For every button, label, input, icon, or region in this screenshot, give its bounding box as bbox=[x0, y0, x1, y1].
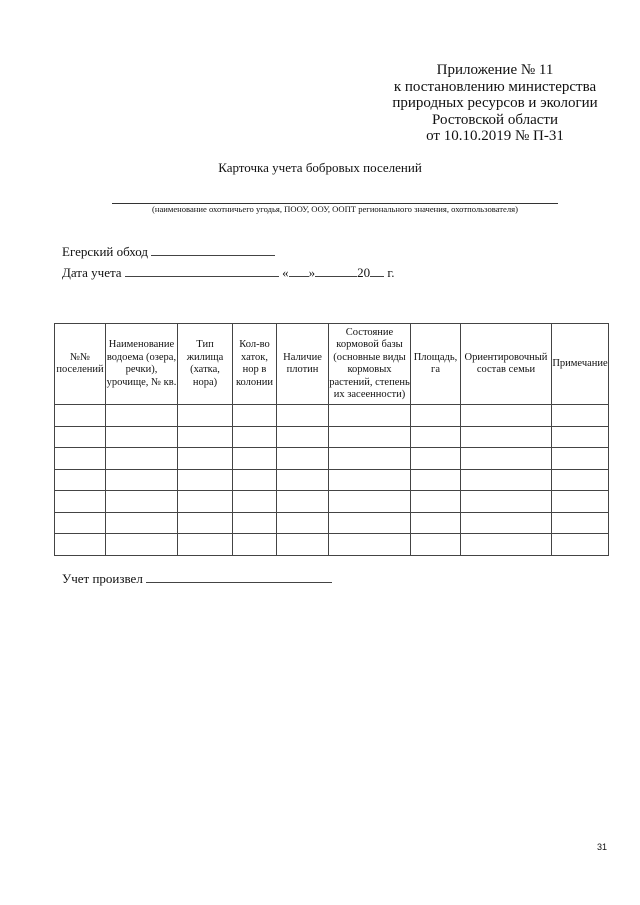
table-cell bbox=[411, 491, 461, 513]
table-header-row bbox=[55, 324, 609, 405]
date-close-quote: » bbox=[308, 265, 316, 280]
recorded-by-blank bbox=[146, 571, 332, 583]
recorded-by-field bbox=[62, 571, 332, 587]
table-cell bbox=[552, 512, 609, 534]
table-cell bbox=[461, 405, 552, 427]
table-row bbox=[55, 491, 609, 513]
table-cell bbox=[55, 512, 106, 534]
table-cell bbox=[329, 426, 411, 448]
header-water-body: Наименование водоема (озера, речки), урочище, № кв. bbox=[106, 324, 178, 405]
table-cell bbox=[277, 534, 329, 556]
table-cell bbox=[106, 512, 178, 534]
date-blank bbox=[125, 265, 279, 277]
table-cell bbox=[106, 448, 178, 470]
table-cell bbox=[233, 405, 277, 427]
table-cell bbox=[411, 448, 461, 470]
table-cell bbox=[233, 491, 277, 513]
table-cell bbox=[552, 469, 609, 491]
table-cell bbox=[233, 512, 277, 534]
table-cell bbox=[411, 534, 461, 556]
patrol-field bbox=[62, 244, 275, 260]
table-cell bbox=[106, 534, 178, 556]
table-cell bbox=[233, 469, 277, 491]
table-row bbox=[55, 405, 609, 427]
table-cell bbox=[329, 448, 411, 470]
table-cell bbox=[178, 534, 233, 556]
patrol-blank bbox=[151, 244, 275, 256]
holder-caption: (наименование охотничьего угодья, ПООУ, ООУ, ООПТ регионального значения, охотпользователя) bbox=[152, 204, 518, 214]
header-area: Площадь, га bbox=[411, 324, 461, 405]
table-cell bbox=[329, 534, 411, 556]
appendix-number: Приложение № 11 bbox=[436, 62, 554, 78]
table-cell bbox=[552, 405, 609, 427]
date-year: 20 bbox=[357, 265, 371, 280]
table-cell bbox=[552, 426, 609, 448]
table-cell bbox=[55, 534, 106, 556]
table-cell bbox=[178, 426, 233, 448]
table-cell bbox=[411, 426, 461, 448]
table-cell bbox=[411, 512, 461, 534]
table-cell bbox=[461, 448, 552, 470]
table-cell bbox=[55, 469, 106, 491]
appendix-header bbox=[340, 62, 640, 145]
table-cell bbox=[233, 426, 277, 448]
table-cell bbox=[233, 534, 277, 556]
date-suffix: г. bbox=[387, 265, 395, 280]
table-cell bbox=[329, 405, 411, 427]
table-cell bbox=[277, 491, 329, 513]
page-number: 31 bbox=[597, 842, 608, 852]
recorded-by-label: Учет произвел bbox=[62, 571, 143, 586]
table-cell bbox=[55, 426, 106, 448]
table-cell bbox=[106, 405, 178, 427]
year-blank bbox=[370, 265, 384, 277]
table-row bbox=[55, 426, 609, 448]
date-field bbox=[62, 265, 394, 281]
table-row bbox=[55, 469, 609, 491]
appendix-line-3: природных ресурсов и экологии bbox=[392, 95, 598, 111]
table-body bbox=[55, 405, 609, 556]
table-cell bbox=[277, 405, 329, 427]
table-cell bbox=[178, 512, 233, 534]
month-blank bbox=[315, 265, 357, 277]
table-cell bbox=[55, 491, 106, 513]
table-cell bbox=[411, 405, 461, 427]
table-cell bbox=[233, 448, 277, 470]
table-cell bbox=[552, 491, 609, 513]
table-cell bbox=[329, 512, 411, 534]
header-dwelling-type: Тип жилища (хатка, нора) bbox=[178, 324, 233, 405]
appendix-line-2: к постановлению министерства bbox=[393, 78, 597, 95]
card-title: Карточка учета бобровых поселений bbox=[218, 160, 422, 175]
table-cell bbox=[277, 426, 329, 448]
table-cell bbox=[461, 491, 552, 513]
table-cell bbox=[461, 512, 552, 534]
header-notes: Примечание bbox=[552, 324, 609, 405]
day-blank bbox=[289, 265, 309, 277]
table-cell bbox=[55, 448, 106, 470]
table-cell bbox=[461, 469, 552, 491]
table-row bbox=[55, 534, 609, 556]
table-cell bbox=[411, 469, 461, 491]
table-cell bbox=[552, 448, 609, 470]
table-cell bbox=[461, 426, 552, 448]
date-open-quote: « bbox=[282, 265, 289, 280]
header-family-composition: Ориентировочный состав семьи bbox=[461, 324, 552, 405]
appendix-date: от 10.10.2019 № П-31 bbox=[426, 128, 564, 144]
header-dams: Наличие плотин bbox=[277, 324, 329, 405]
table-cell bbox=[277, 512, 329, 534]
table-cell bbox=[106, 426, 178, 448]
table-cell bbox=[552, 534, 609, 556]
table-cell bbox=[106, 491, 178, 513]
table-cell bbox=[178, 491, 233, 513]
date-label: Дата учета bbox=[62, 265, 122, 280]
patrol-label: Егерский обход bbox=[62, 244, 148, 259]
table-cell bbox=[461, 534, 552, 556]
appendix-line-4: Ростовской области bbox=[432, 111, 558, 128]
table-cell bbox=[277, 469, 329, 491]
beaver-settlements-table bbox=[54, 323, 609, 556]
header-settlement-number: №№ поселений bbox=[55, 324, 106, 405]
header-food-base: Состояние кормовой базы (основные виды кормовых растений, степень их засеенности) bbox=[329, 324, 411, 405]
table-cell bbox=[178, 448, 233, 470]
table-cell bbox=[178, 405, 233, 427]
header-lodge-count: Кол-во хаток, нор в колонии bbox=[233, 324, 277, 405]
table-cell bbox=[106, 469, 178, 491]
table-cell bbox=[329, 491, 411, 513]
table-row bbox=[55, 448, 609, 470]
table-cell bbox=[178, 469, 233, 491]
table-cell bbox=[329, 469, 411, 491]
table-cell bbox=[55, 405, 106, 427]
table-row bbox=[55, 512, 609, 534]
table-cell bbox=[277, 448, 329, 470]
